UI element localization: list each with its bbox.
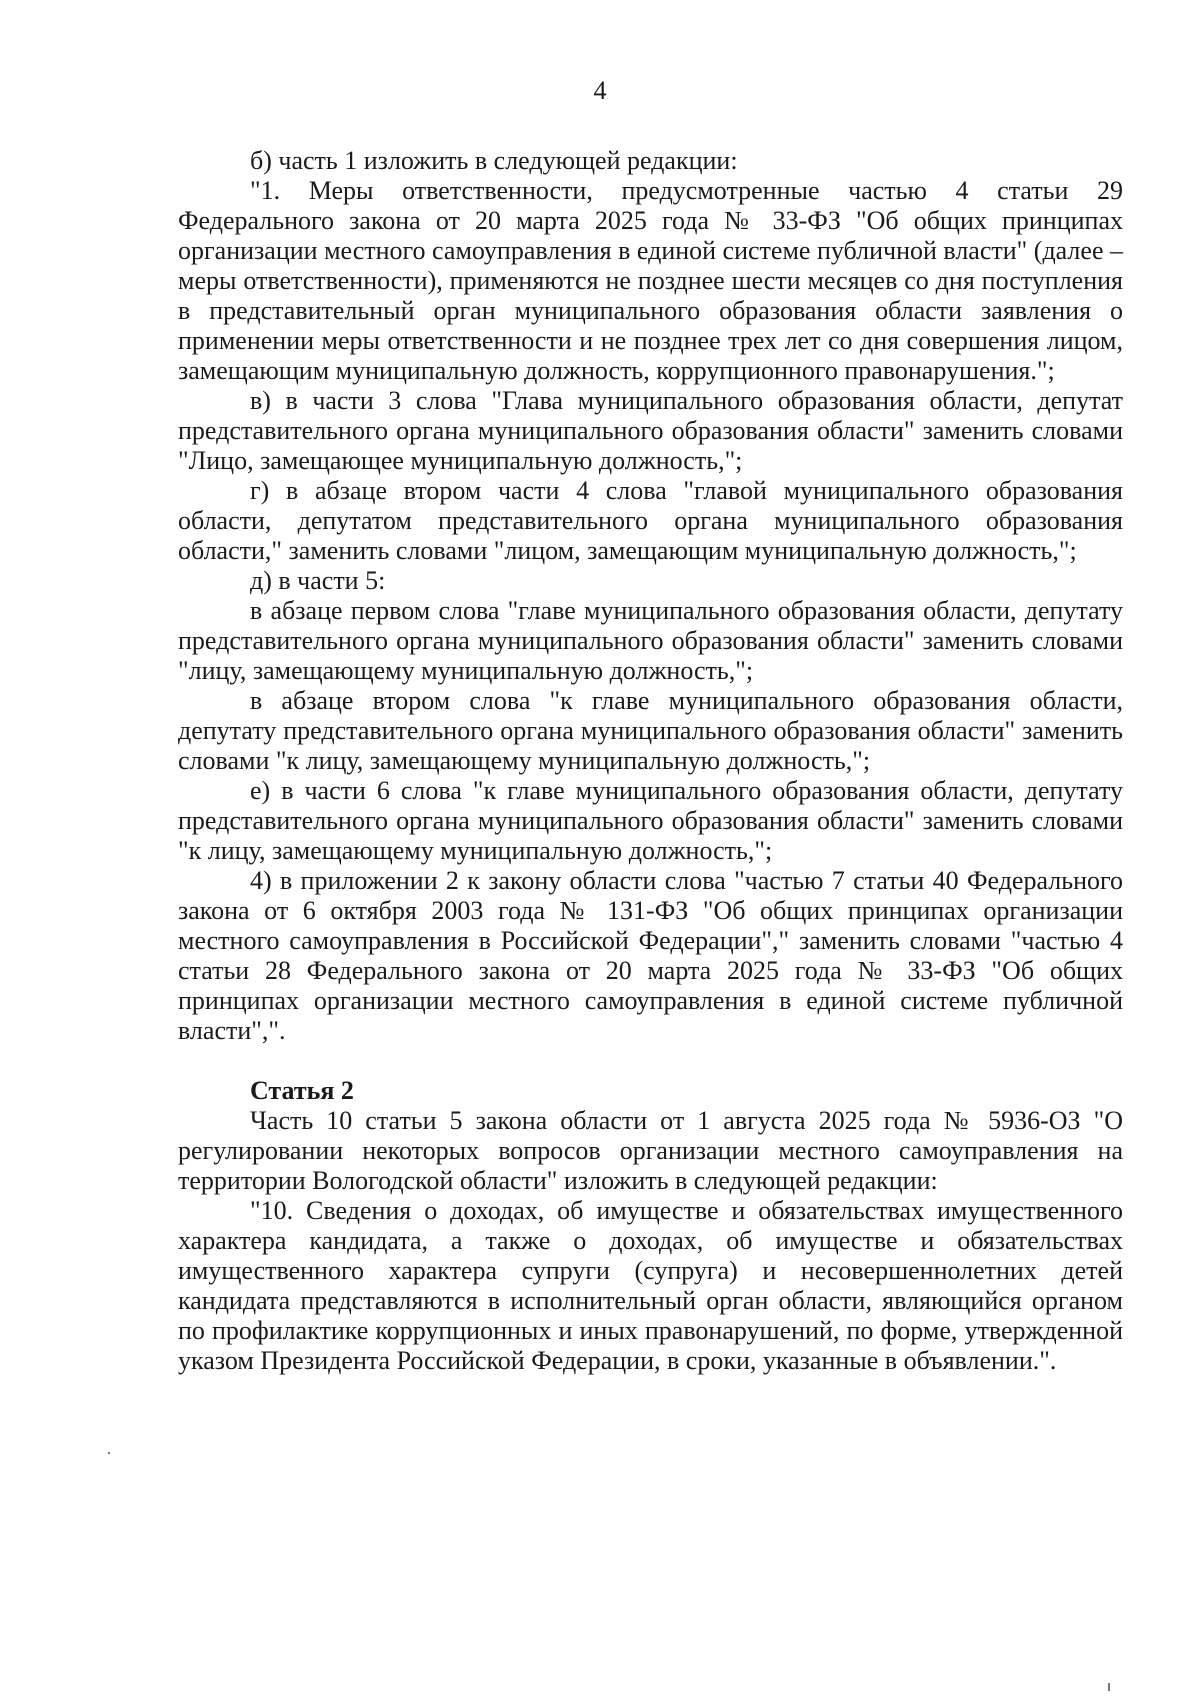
paragraph-item-g: г) в абзаце втором части 4 слова "главой муниципального образования области, депутатом представительного органа муниципального образования области," заменить словами "лицом, замещающим муниципальную должность,";	[178, 476, 1123, 565]
article2-paragraph: Часть 10 статьи 5 закона области от 1 августа 2025 года № 5936-ОЗ "О регулировании некоторых вопросов организации местного самоуправления на территории Вологодской области" изложить в следующей редакции:	[178, 1106, 1123, 1195]
paragraph-item-4: 4) в приложении 2 к закону области слова "частью 7 статьи 40 Федерального закона от 6 октября 2003 года № 131-ФЗ "Об общих принципах организации местного самоуправления в Российской Федерации"," заменить словами "частью 4 статьи 28 Федерального закона от 20 марта 2025 года № 33-ФЗ "Об общих принципах организации местного самоуправления в единой системе публичной власти",".	[178, 866, 1123, 1045]
paragraph-part1-text: "1. Меры ответственности, предусмотренные частью 4 статьи 29 Федерального закона от 20 марта 2025 года № 33-ФЗ "Об общих принципах организации местного самоуправления в единой системе публичной власти" (далее – меры ответственности), применяются не позднее шести месяцев со дня поступления в представительный орган муниципального образования области заявления о применении меры ответственности и не позднее трех лет со дня совершения лицом, замещающим муниципальную должность, коррупционного правонарушения.";	[178, 176, 1123, 385]
paragraph-item-d: д) в части 5:	[250, 566, 386, 595]
scan-speck	[1108, 1683, 1110, 1691]
paragraph-item-d-abzac1: в абзаце первом слова "главе муниципального образования области, депутату представительного органа муниципального образования области" заменить словами "лицу, замещающему муниципальную должность,";	[178, 596, 1123, 685]
scan-speck	[108, 1452, 110, 1454]
paragraph-item-v: в) в части 3 слова "Глава муниципального образования области, депутат представительного органа муниципального образования области" заменить словами "Лицо, замещающее муниципальную должность,";	[178, 386, 1123, 475]
document-body	[178, 146, 1123, 1376]
article-heading: Статья 2	[250, 1076, 354, 1105]
paragraph-item-e: е) в части 6 слова "к главе муниципального образования области, депутату представительного органа муниципального образования области" заменить словами "к лицу, замещающему муниципальную должность,";	[178, 776, 1123, 865]
page-number: 4	[593, 76, 607, 105]
article2-part10-text: "10. Сведения о доходах, об имуществе и обязательствах имущественного характера кандидата, а также о доходах, об имуществе и обязательствах имущественного характера супруги (супруга) и несовершеннолетних детей кандидата представляются в исполнительный орган области, являющийся органом по профилактике коррупционных и иных правонарушений, по форме, утвержденной указом Президента Российской Федерации, в сроки, указанные в объявлении.".	[178, 1196, 1123, 1375]
paragraph-item-d-abzac2: в абзаце втором слова "к главе муниципального образования области, депутату представительного органа муниципального образования области" заменить словами "к лицу, замещающему муниципальную должность,";	[178, 686, 1123, 775]
section-spacer	[178, 1046, 1123, 1076]
paragraph-item-b: б) часть 1 изложить в следующей редакции:	[250, 146, 738, 175]
